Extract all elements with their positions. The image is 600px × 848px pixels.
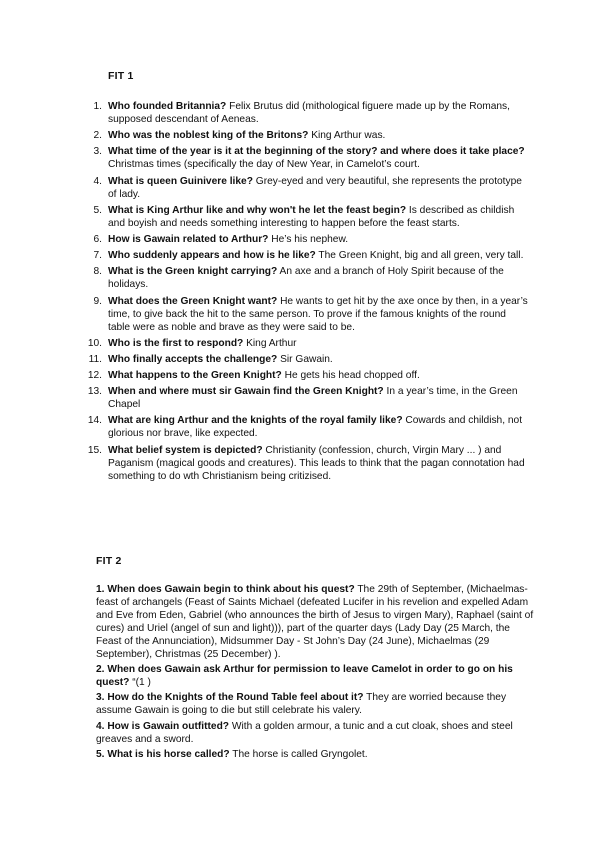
item-number: 9. bbox=[93, 295, 102, 307]
item-number: 13. bbox=[87, 386, 102, 398]
question-text: How is Gawain related to Arthur? bbox=[108, 233, 269, 245]
answer-text: The 29th of September, (Michaelmas- feast of archangels (Feast of Saints Michael (defeated Lucifer in his revelion and expelled Adam and Eve from Eden, Gabriel (who announces the birth of Jesus to virgen Mary), Raphael (saint of cures) and Uriel (angel of sun and light))), part of the quarter days (Lady Day (25 March, the Feast of the Annunciation), Midsummer Day - St John’s Day (24 June), Michaelmas (29 September), Christmas (25 December) ). bbox=[96, 584, 534, 660]
answer-text: They are worried because they assume Gawain is going to die but still celebrate his valery. bbox=[96, 692, 507, 717]
list-item bbox=[87, 337, 528, 350]
list-item bbox=[96, 748, 536, 761]
question-text: What is the Green knight carrying? bbox=[108, 266, 278, 278]
item-number: 6. bbox=[93, 233, 102, 245]
list-item bbox=[87, 444, 528, 483]
list-item bbox=[93, 175, 528, 201]
item-number: 1. bbox=[93, 101, 102, 112]
answer-text: King Arthur was. bbox=[311, 130, 386, 142]
item-number: 11. bbox=[88, 353, 102, 365]
question-text: 4. How is Gawain outfitted? bbox=[96, 720, 230, 732]
list-item bbox=[93, 145, 528, 171]
question-text: What happens to the Green Knight? bbox=[108, 370, 282, 382]
item-number: 14. bbox=[87, 415, 102, 427]
list-item bbox=[93, 129, 528, 142]
list-item bbox=[87, 414, 528, 440]
list-item bbox=[96, 720, 536, 746]
list-item bbox=[96, 583, 536, 661]
answer-text: The horse is called Gryngolet. bbox=[232, 748, 368, 760]
answer-text: Christianity (confession, church, Virgin Mary ... ) and Paganism (magical goods and creatures). This leads to think that the pagan connotation had something to do wth Christianism being critizised. bbox=[108, 444, 525, 482]
question-text: 3. How do the Knights of the Round Table feel about it? bbox=[96, 692, 364, 704]
question-text: When and where must sir Gawain find the Green Knight? bbox=[108, 386, 384, 398]
question-text: Who suddenly appears and how is he like? bbox=[108, 250, 316, 262]
question-text: What does the Green Knight want? bbox=[108, 295, 278, 307]
list-item bbox=[93, 204, 528, 230]
item-number: 8. bbox=[93, 266, 102, 278]
list-item bbox=[87, 385, 528, 411]
answer-text: Grey-eyed and very beautiful, she represents the prototype of lady. bbox=[108, 175, 522, 200]
question-text: Who finally accepts the challenge? bbox=[108, 353, 278, 365]
question-text: Who founded Britannia? bbox=[108, 101, 227, 112]
question-text: What is King Arthur like and why won't he let the feast begin? bbox=[108, 204, 407, 216]
list-item bbox=[96, 691, 536, 717]
fit2-question-list bbox=[96, 583, 536, 763]
question-text: 5. What is his horse called? bbox=[96, 748, 230, 760]
answer-text: Sir Gawain. bbox=[280, 353, 333, 365]
answer-text: Felix Brutus did (mithological figuere made up by the Romans, supposed descendant of Aeneas. bbox=[108, 101, 510, 125]
item-number: 4. bbox=[93, 175, 102, 187]
answer-text: King Arthur bbox=[246, 337, 297, 349]
item-number: 7. bbox=[93, 250, 102, 262]
question-text: What time of the year is it at the beginning of the story? and where does it take place? bbox=[108, 146, 525, 158]
list-item bbox=[88, 353, 528, 366]
answer-text: He’s his nephew. bbox=[271, 233, 349, 245]
answer-text: In a year’s time, in the Green Chapel bbox=[108, 386, 518, 411]
question-text: What are king Arthur and the knights of the royal family like? bbox=[108, 415, 403, 427]
item-number: 2. bbox=[93, 130, 102, 142]
answer-text: He gets his head chopped off. bbox=[284, 370, 420, 382]
list-item bbox=[93, 100, 528, 126]
question-text: Who is the first to respond? bbox=[108, 337, 244, 349]
question-text: 2. When does Gawain ask Arthur for permission to leave Camelot in order to go on his quest? bbox=[96, 664, 513, 689]
item-number: 10. bbox=[87, 337, 102, 349]
question-text: 1. When does Gawain begin to think about his quest? bbox=[96, 584, 355, 595]
list-item bbox=[93, 233, 528, 246]
fit2-heading: FIT 2 bbox=[96, 555, 122, 567]
item-number: 5. bbox=[93, 204, 102, 216]
fit1-heading: FIT 1 bbox=[108, 70, 134, 82]
list-item bbox=[93, 295, 528, 334]
list-item bbox=[87, 369, 528, 382]
answer-text: An axe and a branch of Holy Spirit because of the holidays. bbox=[108, 266, 504, 291]
fit1-question-list bbox=[87, 100, 528, 486]
item-number: 3. bbox=[93, 146, 102, 158]
answer-text: Cowards and childish, not glorious nor brave, like expected. bbox=[108, 415, 523, 440]
answer-text: Is described as childish and boyish and needs something interesting to happen before the feast starts. bbox=[108, 204, 515, 229]
item-number: 12. bbox=[87, 370, 102, 382]
answer-text: “(1 ) bbox=[132, 677, 151, 689]
answer-text: He wants to get hit by the axe once by then, in a year’s time, to give back the hit to the same person. To prove if the famous knights of the round table were as noble and brave as they were said to be. bbox=[108, 295, 528, 333]
answer-text: Christmas times (specifically the day of New Year, in Camelot’s court. bbox=[108, 159, 420, 171]
question-text: What belief system is depicted? bbox=[108, 444, 263, 456]
answer-text: The Green Knight, big and all green, very tall. bbox=[318, 250, 524, 262]
item-number: 15. bbox=[87, 444, 102, 456]
question-text: What is queen Guinivere like? bbox=[108, 175, 253, 187]
list-item bbox=[93, 265, 528, 291]
list-item bbox=[93, 249, 528, 262]
list-item bbox=[96, 663, 536, 689]
answer-text: With a golden armour, a tunic and a cut cloak, shoes and steel greaves and a sword. bbox=[96, 720, 513, 745]
question-text: Who was the noblest king of the Britons? bbox=[108, 130, 309, 142]
